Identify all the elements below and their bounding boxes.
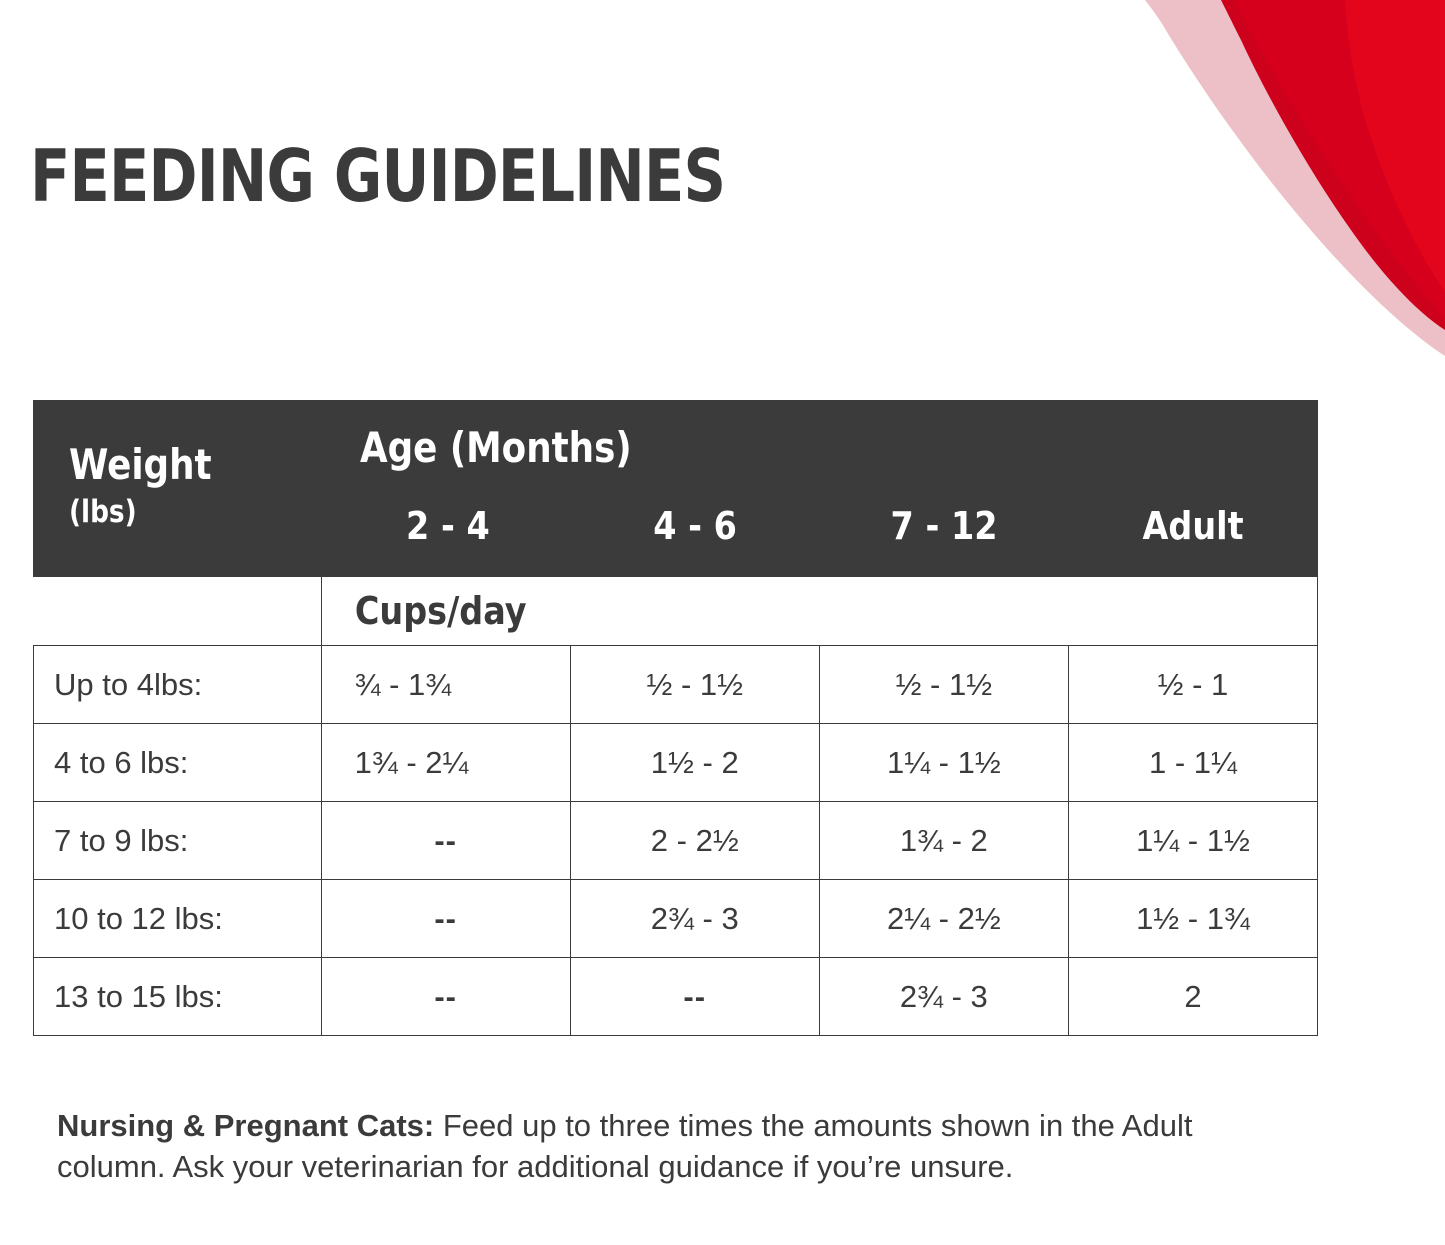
row-label: 10 to 12 lbs: [34, 880, 322, 958]
row-value: ½ - 1½ [819, 646, 1068, 724]
row-value: 2 [1068, 958, 1317, 1036]
table-row [34, 724, 1318, 802]
header-age-cell-1 [321, 401, 632, 577]
row-value: 1 - 1¼ [1068, 724, 1317, 802]
nursing-note-lead: Nursing & Pregnant Cats: [57, 1108, 435, 1143]
row-value: -- [321, 802, 570, 880]
header-age-label: Age (Months) [359, 423, 632, 472]
red-swoosh-decoration [1025, 0, 1445, 360]
row-value: 2¾ - 3 [570, 880, 819, 958]
page-title: FEEDING GUIDELINES [30, 134, 726, 218]
header-age-cell-3 [819, 401, 1068, 577]
table-row [34, 802, 1318, 880]
row-value: 2¼ - 2½ [819, 880, 1068, 958]
feeding-guidelines-table [33, 400, 1318, 1036]
row-value: 2¾ - 3 [819, 958, 1068, 1036]
row-value: 1¼ - 1½ [819, 724, 1068, 802]
row-value: -- [321, 958, 570, 1036]
nursing-note [57, 1105, 1302, 1187]
unit-row-label: Cups/day [321, 577, 1198, 646]
row-value: 1½ - 1¾ [1068, 880, 1317, 958]
feeding-guidelines-table-container [33, 400, 1318, 1036]
nursing-note-body: Feed up to three times the amounts shown in the Adult column. Ask your veterinarian for additional guidance if you’re unsure. [57, 1108, 1193, 1185]
row-value: 1¼ - 1½ [1068, 802, 1317, 880]
header-age-col-3: Adult [1142, 504, 1244, 548]
row-value: -- [570, 958, 819, 1036]
row-value: -- [321, 880, 570, 958]
row-label: 7 to 9 lbs: [34, 802, 322, 880]
header-weight-unit: (lbs) [69, 494, 137, 531]
row-label: 4 to 6 lbs: [34, 724, 322, 802]
row-value: 1¾ - 2 [819, 802, 1068, 880]
header-weight-cell [34, 401, 322, 577]
row-value: ¾ - 1¾ [321, 646, 570, 724]
table-header-row [34, 401, 1318, 577]
row-value: 1½ - 2 [570, 724, 819, 802]
row-value: 2 - 2½ [570, 802, 819, 880]
header-age-cell-4 [1068, 401, 1317, 577]
header-weight-label: Weight [69, 440, 212, 490]
table-unit-row [34, 577, 1318, 646]
header-age-col-1: 4 - 6 [652, 504, 737, 548]
row-value: ½ - 1½ [570, 646, 819, 724]
unit-row-empty-cell [34, 577, 322, 646]
header-age-col-2: 7 - 12 [890, 504, 998, 548]
table-row [34, 958, 1318, 1036]
row-label: 13 to 15 lbs: [34, 958, 322, 1036]
table-row [34, 880, 1318, 958]
row-value: ½ - 1 [1068, 646, 1317, 724]
row-label: Up to 4lbs: [34, 646, 322, 724]
header-age-col-0: 2 - 4 [405, 504, 490, 548]
row-value: 1¾ - 2¼ [321, 724, 570, 802]
table-row [34, 646, 1318, 724]
